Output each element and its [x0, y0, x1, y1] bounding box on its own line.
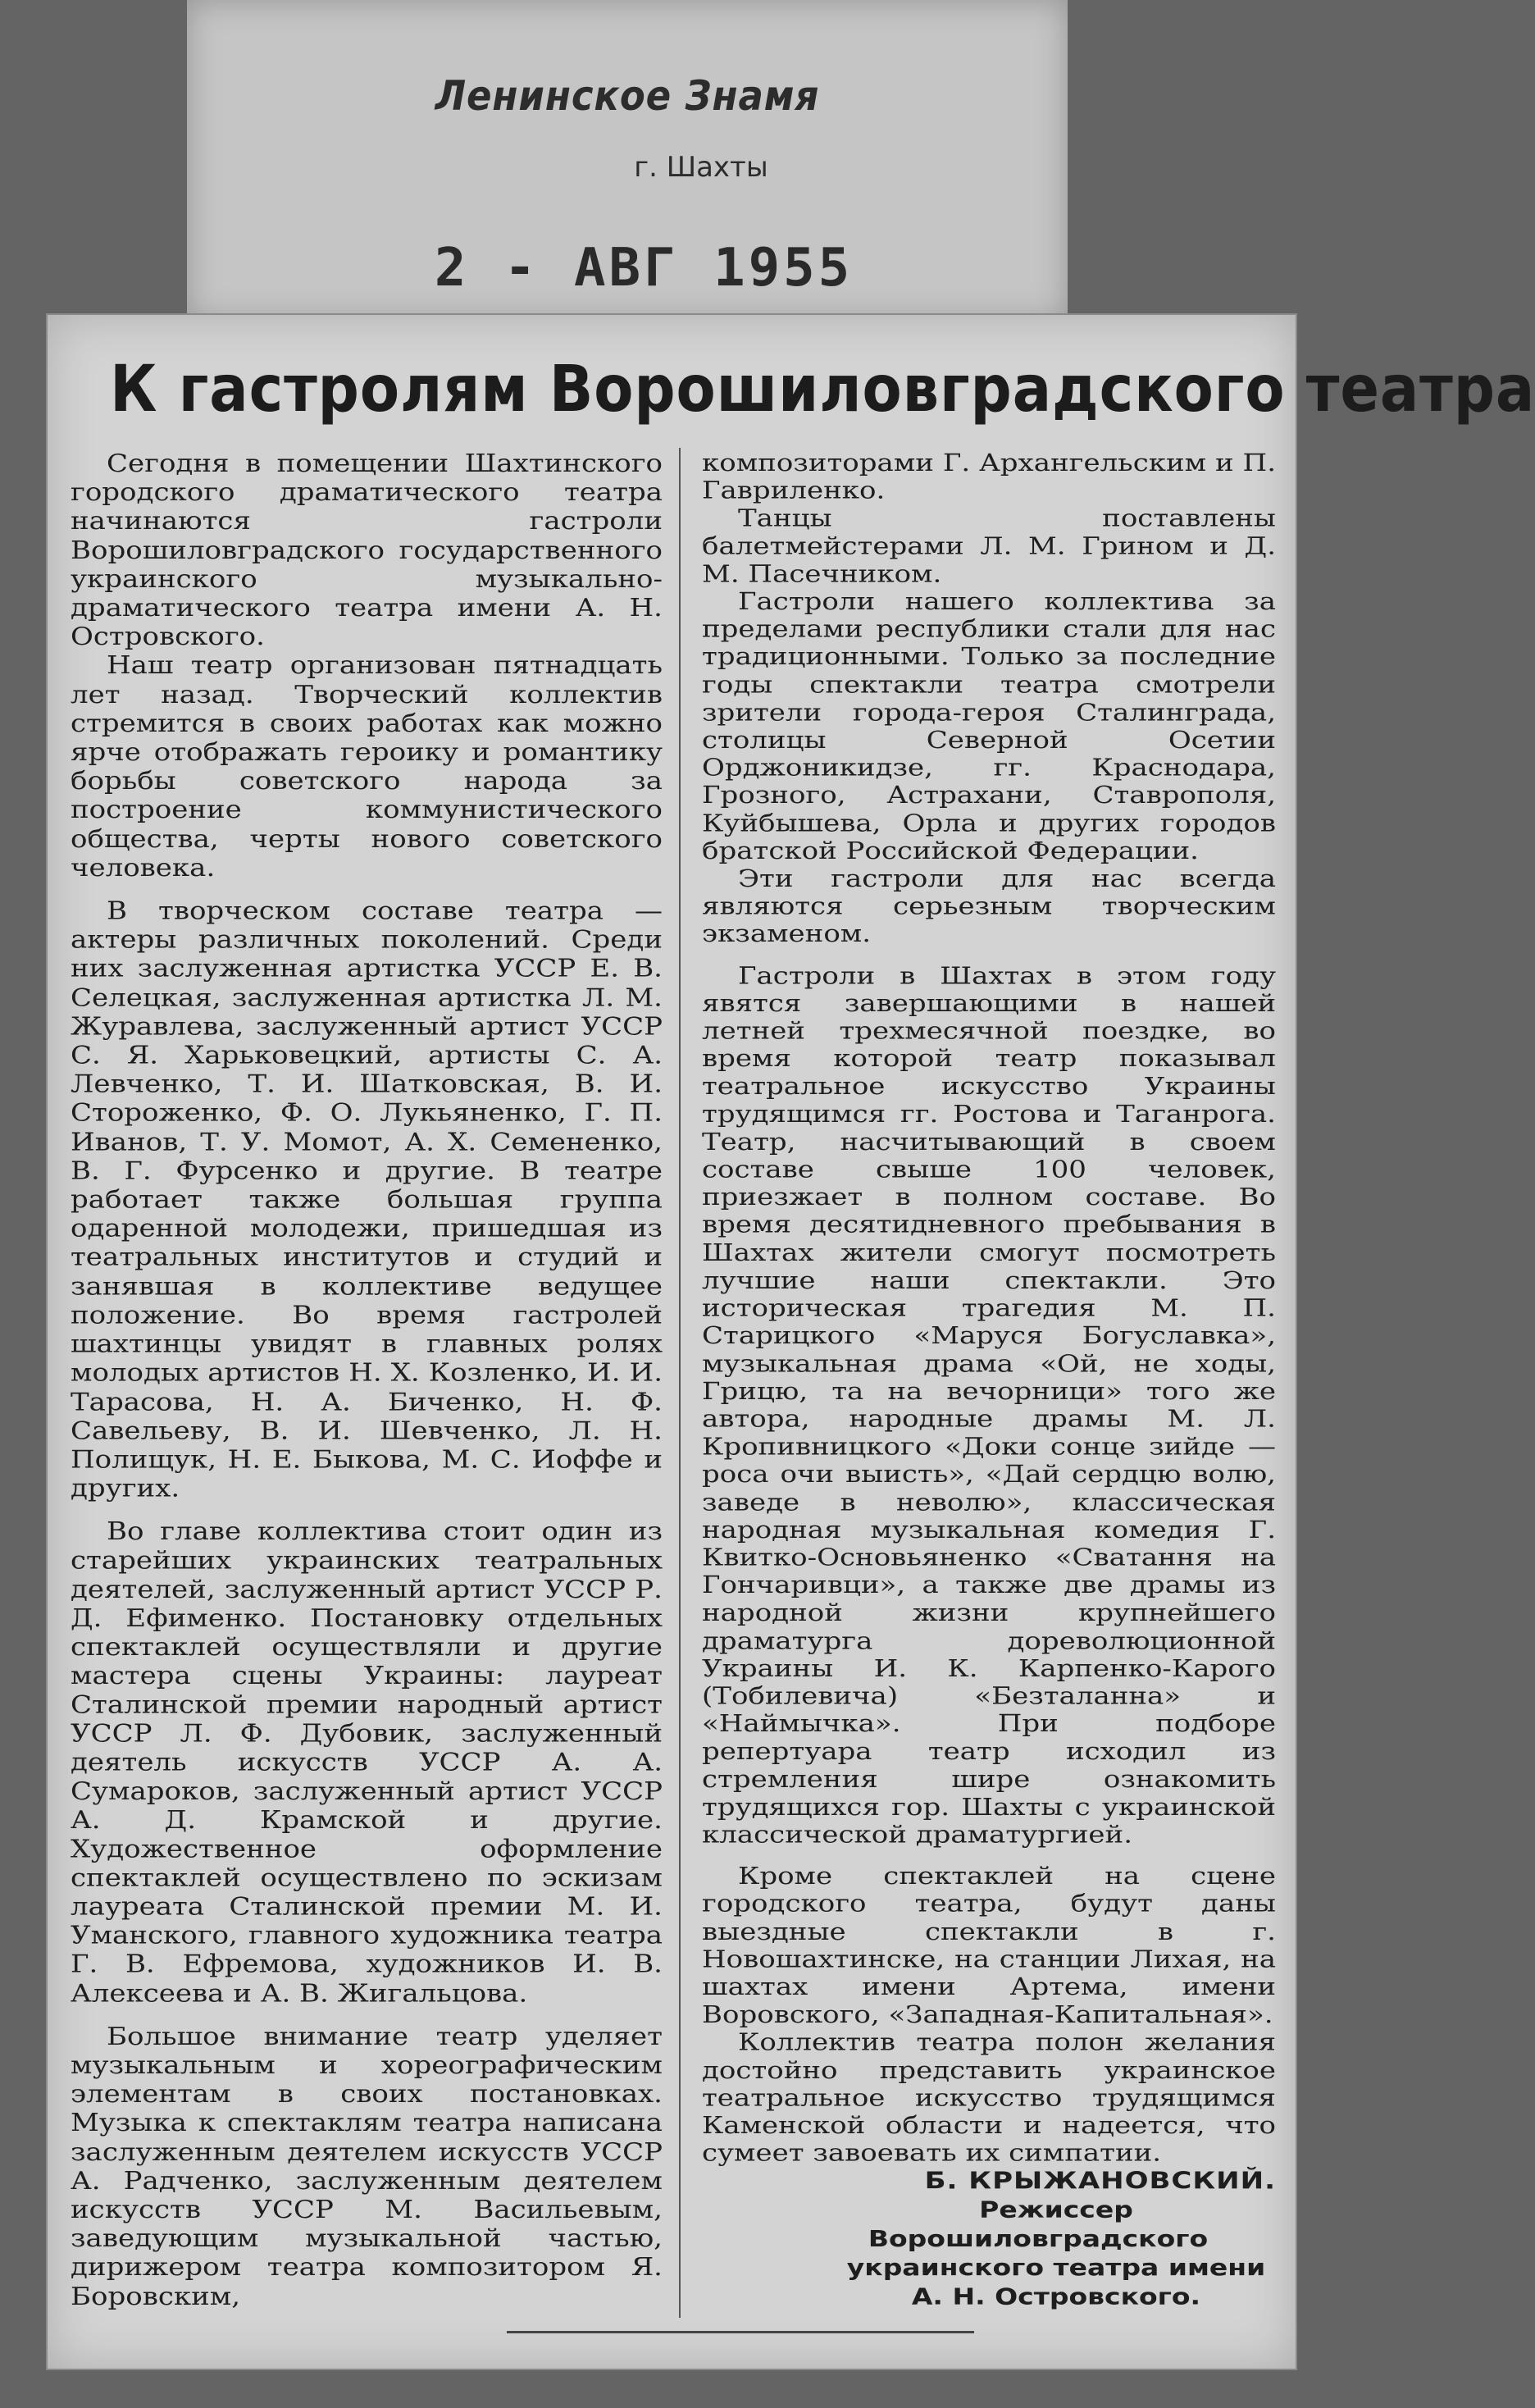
paragraph-history: Наш театр организован пятнадцать лет назад. Творческий коллектив стремится в своих работах как можно ярче отображать героику и романтику борьбы советского народа за построение коммунистического общества, черты нового советского человека. [71, 651, 663, 882]
newspaper-clipping [48, 315, 1535, 2369]
column-divider [679, 448, 681, 2318]
paragraph-away-shows: Кроме спектаклей на сцене городского театра, будут даны выездные спектакли в г. Новошахтинске, на станции Лихая, на шахтах имени Артема, имени Воровского, «Западная-Капитальная». [702, 1862, 1276, 2029]
author-title-line-1: Режиссер Ворошиловградского [868, 2196, 1209, 2252]
clipping-stamp-card [187, 0, 1068, 322]
newspaper-name: Ленинское Знамя [435, 72, 820, 120]
article-headline: К гастролям Ворошиловградского театра [110, 353, 1535, 426]
date-stamp: 2 - АВГ 1955 [434, 238, 854, 299]
paragraph-cast: В творческом составе театра — актеры различных поколений. Среди них заслуженная артистка УССР Е. В. Селецкая, заслуженная артистка Л. М. Журавлева, заслуженный артист УССР С. Я. Харьковецкий, артисты С. А. Левченко, Т. И. Шатковская, В. И. Стороженко, Ф. О. Лукьяненко, Г. П. Иванов, Т. У. Момот, А. Х. Семененко, В. Г. Фурсенко и другие. В театре работает также большая группа одаренной молодежи, пришедшая из театральных институтов и студий и занявшая в коллективе ведущее положение. Во время гастролей шахтинцы увидят в главных ролях молодых артистов Н. Х. Козленко, И. И. Тарасова, Н. А. Биченко, Н. Ф. Савельеву, В. И. Шевченко, Л. Н. Полищук, Н. Е. Быкова, М. С. Иоффе и других. [71, 896, 663, 1503]
paragraph-dances: Танцы поставлены балетмейстерами Л. М. Грином и Д. М. Пасечником. [702, 504, 1276, 588]
article-left-column [71, 449, 663, 2311]
paragraph-exam: Эти гастроли для нас всегда являются серьезным творческим экзаменом. [702, 864, 1276, 948]
bottom-rule [507, 2331, 974, 2333]
author-name: Б. КРЫЖАНОВСКИЙ. [924, 2167, 1276, 2196]
paragraph-music: Большое внимание театр уделяет музыкальным и хореографическим элементам в своих постановках. Музыка к спектаклям театра написана заслуженным деятелем искусств УССР А. Радченко, заслуженным деятелем искусств УССР М. Васильевым, заведующим музыкальной частью, дирижером театра композитором Я. Боровским, [71, 2022, 663, 2311]
paragraph-tours: Гастроли нашего коллектива за пределами республики стали для нас традиционными. Только за последние годы спектакли театра смотрели зрители города-героя Сталинграда, столицы Северной Осетии Орджоникидзе, гг. Краснодара, Грозного, Астрахани, Ставрополя, Куйбышева, Орла и других городов братской Российской Федерации. [702, 587, 1276, 865]
paragraph-closing: Коллектив театра полон желания достойно представить украинское театральное искусство трудящимся Каменской области и надеется, что сумеет завоевать их симпатии. [702, 2028, 1276, 2168]
paragraph-composers: композиторами Г. Архангельским и П. Гавриленко. [702, 449, 1276, 505]
paragraph-intro: Сегодня в помещении Шахтинского городского драматического театра начинаются гастроли Ворошиловградского государственного украинского музыкально-драматического театра имени А. Н. Островского. [71, 449, 663, 652]
author-title-line-2: украинского театра имени [846, 2253, 1266, 2281]
newspaper-city: г. Шахты [634, 151, 768, 184]
author-title-line-3: А. Н. Островского. [911, 2283, 1201, 2310]
article-right-column [702, 449, 1276, 2311]
paragraph-repertoire: Гастроли в Шахтах в этом году явятся завершающими в нашей летней трехмесячной поездке, во время которой театр показывал театральное искусство Украины трудящимся гг. Ростова и Таганрога. Театр, насчитывающий в своем составе свыше 100 человек, приезжает в полном составе. Во время десятидневного пребывания в Шахтах жители смогут посмотреть лучшие наши спектакли. Это историческая трагедия М. П. Старицкого «Маруся Богуславка», музыкальная драма «Ой, не ходы, Грицю, та на вечорници» того же автора, народные драмы М. Л. Кропивницкого «Доки сонце зийде — роса очи выисть», «Дай сердцю волю, заведе в неволю», классическая народная музыкальная комедия Г. Квитко-Основьяненко «Сватання на Гончаривци», а также две драмы из народной жизни крупнейшего драматурга дореволюционной Украины И. К. Карпенко-Карого (Тобилевича) «Безталанна» и «Наймычка». При подборе репертуара театр исходил из стремления шире ознакомить трудящихся гор. Шахты с украинской классической драматургией. [702, 961, 1276, 1849]
paragraph-directors: Во главе коллектива стоит один из старейших украинских театральных деятелей, заслуженный артист УССР Р. Д. Ефименко. Постановку отдельных спектаклей осуществляли и другие мастера сцены Украины: лауреат Сталинской премии народный артист УССР Л. Ф. Дубовик, заслуженный деятель искусств УССР А. А. Сумароков, заслуженный артист УССР А. Д. Крамской и другие. Художественное оформление спектаклей осуществлено по эскизам лауреата Сталинской премии М. И. Уманского, главного художника театра Г. В. Ефремова, художников И. В. Алексеева и А. В. Жигальцова. [71, 1516, 663, 2009]
